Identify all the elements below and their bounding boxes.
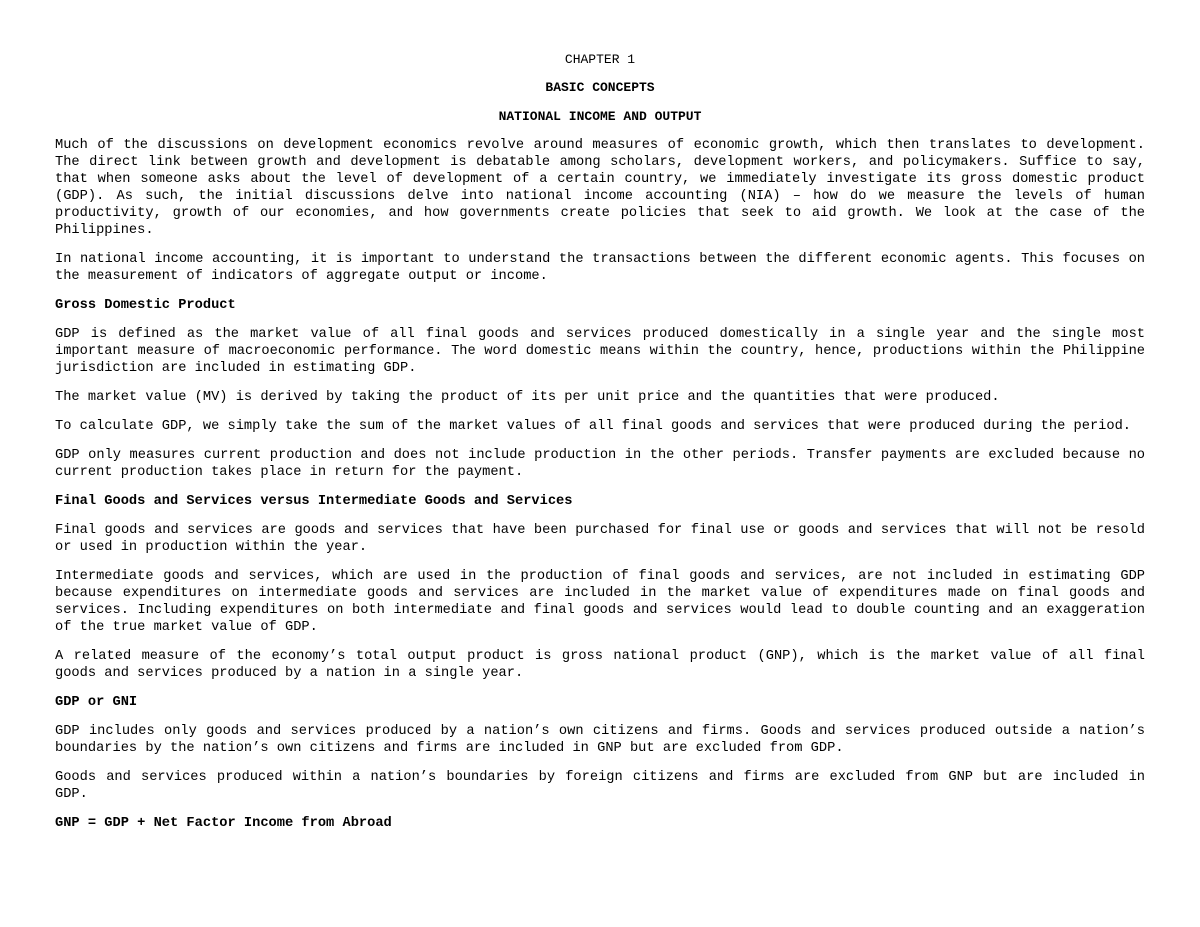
chapter-title: BASIC CONCEPTS (545, 80, 655, 95)
chapter-label: CHAPTER 1 (564, 52, 636, 67)
current-production-paragraph: GDP only measures current production and does not include production in the other periods. Transfer payments are excluded because no current production takes place in return for the payment. (55, 448, 1145, 480)
gnp-formula: GNP = GDP + Net Factor Income from Abroad (55, 816, 392, 831)
gdp-heading: Gross Domestic Product (55, 298, 236, 313)
final-vs-intermediate-heading: Final Goods and Services versus Intermediate Goods and Services (55, 494, 573, 509)
gdp-citizens-paragraph: GDP includes only goods and services produced by a nation’s own citizens and firms. Goods and services produced outside a nation’s boundaries by the nation’s own citizens and firms are included in GNP but are excluded from GDP. (55, 724, 1145, 756)
intermediate-goods-paragraph: Intermediate goods and services, which are used in the production of final goods and services, are not included in estimating GDP because expenditures on intermediate goods and services are included in the market value of expenditures made on final goods and services. Including expenditures on both intermediate and final goods and services would lead to double counting and an exaggeration of the true market value of GDP. (55, 569, 1145, 635)
final-goods-paragraph: Final goods and services are goods and services that have been purchased for final use or goods and services that will not be resold or used in production within the year. (55, 523, 1145, 555)
gdp-or-gni-heading: GDP or GNI (55, 695, 138, 710)
market-value-paragraph: The market value (MV) is derived by taking the product of its per unit price and the quantities that were produced. (55, 390, 1000, 405)
section-title: NATIONAL INCOME AND OUTPUT (498, 109, 702, 124)
foreign-production-paragraph: Goods and services produced within a nation’s boundaries by foreign citizens and firms are excluded from GNP but are included in GDP. (55, 770, 1145, 802)
gdp-definition-paragraph: GDP is defined as the market value of all final goods and services produced domestically in a single year and the single most important measure of macroeconomic performance. The word domestic means within the country, hence, productions within the Philippine jurisdiction are included in estimating GDP. (55, 327, 1145, 376)
nia-paragraph: In national income accounting, it is important to understand the transactions between the different economic agents. This focuses on the measurement of indicators of aggregate output or income. (55, 252, 1145, 284)
intro-paragraph: Much of the discussions on development economics revolve around measures of economic growth, which then translates to development. The direct link between growth and development is debatable among scholars, development workers, and policymakers. Suffice to say, that when someone asks about the level of development of a certain country, we immediately investigate its gross domestic product (GDP). As such, the initial discussions delve into national income accounting (NIA) – how do we measure the levels of human productivity, growth of our economies, and how governments create policies that seek to aid growth. We look at the case of the Philippines. (55, 138, 1145, 238)
gnp-paragraph: A related measure of the economy’s total output product is gross national product (GNP), which is the market value of all final goods and services produced by a nation in a single year. (55, 649, 1145, 681)
gdp-calculation-paragraph: To calculate GDP, we simply take the sum of the market values of all final goods and services that were produced during the period. (55, 419, 1132, 434)
